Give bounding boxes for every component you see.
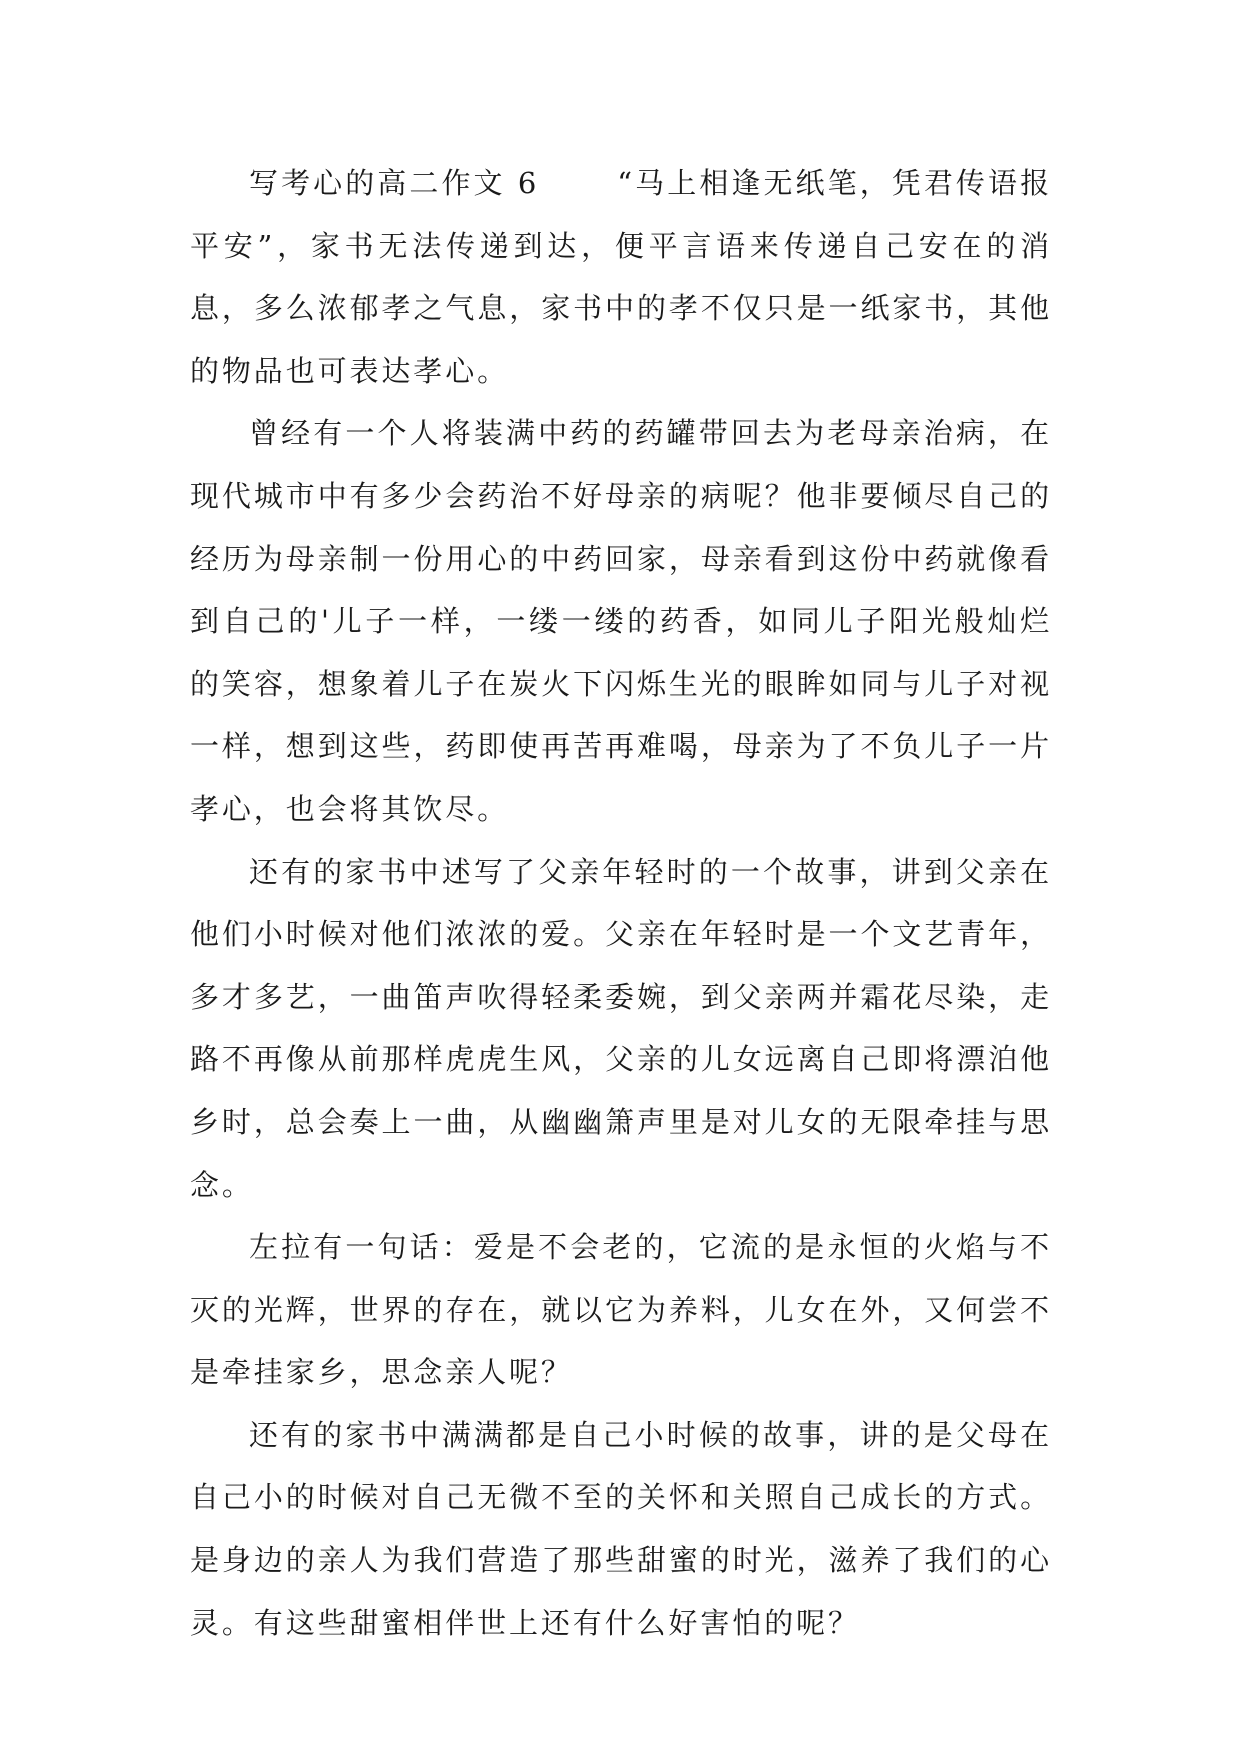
paragraph-2: 曾经有一个人将装满中药的药罐带回去为老母亲治病，在现代城市中有多少会药治不好母亲的病呢？他非要倾尽自己的经历为母亲制一份用心的中药回家，母亲看到这份中药就像看到自己的'儿子一样，一缕一缕的药香，如同儿子阳光般灿烂的笑容，想象着儿子在炭火下闪烁生光的眼眸如同与儿子对视一样，想到这些，药即使再苦再难喝，母亲为了不负儿子一片孝心，也会将其饮尽。	[190, 416, 1052, 826]
paragraph-1	[190, 152, 1052, 402]
paragraph-1-text: “马上相逢无纸笔，凭君传语报平安”，家书无法传递到达，便平言语来传递自己安在的消息，多么浓郁孝之气息，家书中的孝不仅只是一纸家书，其他的物品也可表达孝心。	[190, 166, 1052, 388]
paragraph-4: 左拉有一句话：爱是不会老的，它流的是永恒的火焰与不灭的光辉，世界的存在，就以它为养料，儿女在外，又何尝不是牵挂家乡，思念亲人呢？	[190, 1230, 1052, 1390]
essay-title: 写考心的高二作文 6	[249, 166, 540, 200]
paragraph-3: 还有的家书中述写了父亲年轻时的一个故事，讲到父亲在他们小时候对他们浓浓的爱。父亲在年轻时是一个文艺青年，多才多艺，一曲笛声吹得轻柔委婉，到父亲两并霜花尽染，走路不再像从前那样虎虎生风，父亲的儿女远离自己即将漂泊他乡时，总会奏上一曲，从幽幽箫声里是对儿女的无限牵挂与思念。	[190, 854, 1052, 1202]
document-body	[190, 152, 1052, 1654]
paragraph-5: 还有的家书中满满都是自己小时候的故事，讲的是父母在自己小的时候对自己无微不至的关怀和关照自己成长的方式。是身边的亲人为我们营造了那些甜蜜的时光，滋养了我们的心灵。有这些甜蜜相伴世上还有什么好害怕的呢？	[190, 1417, 1052, 1640]
